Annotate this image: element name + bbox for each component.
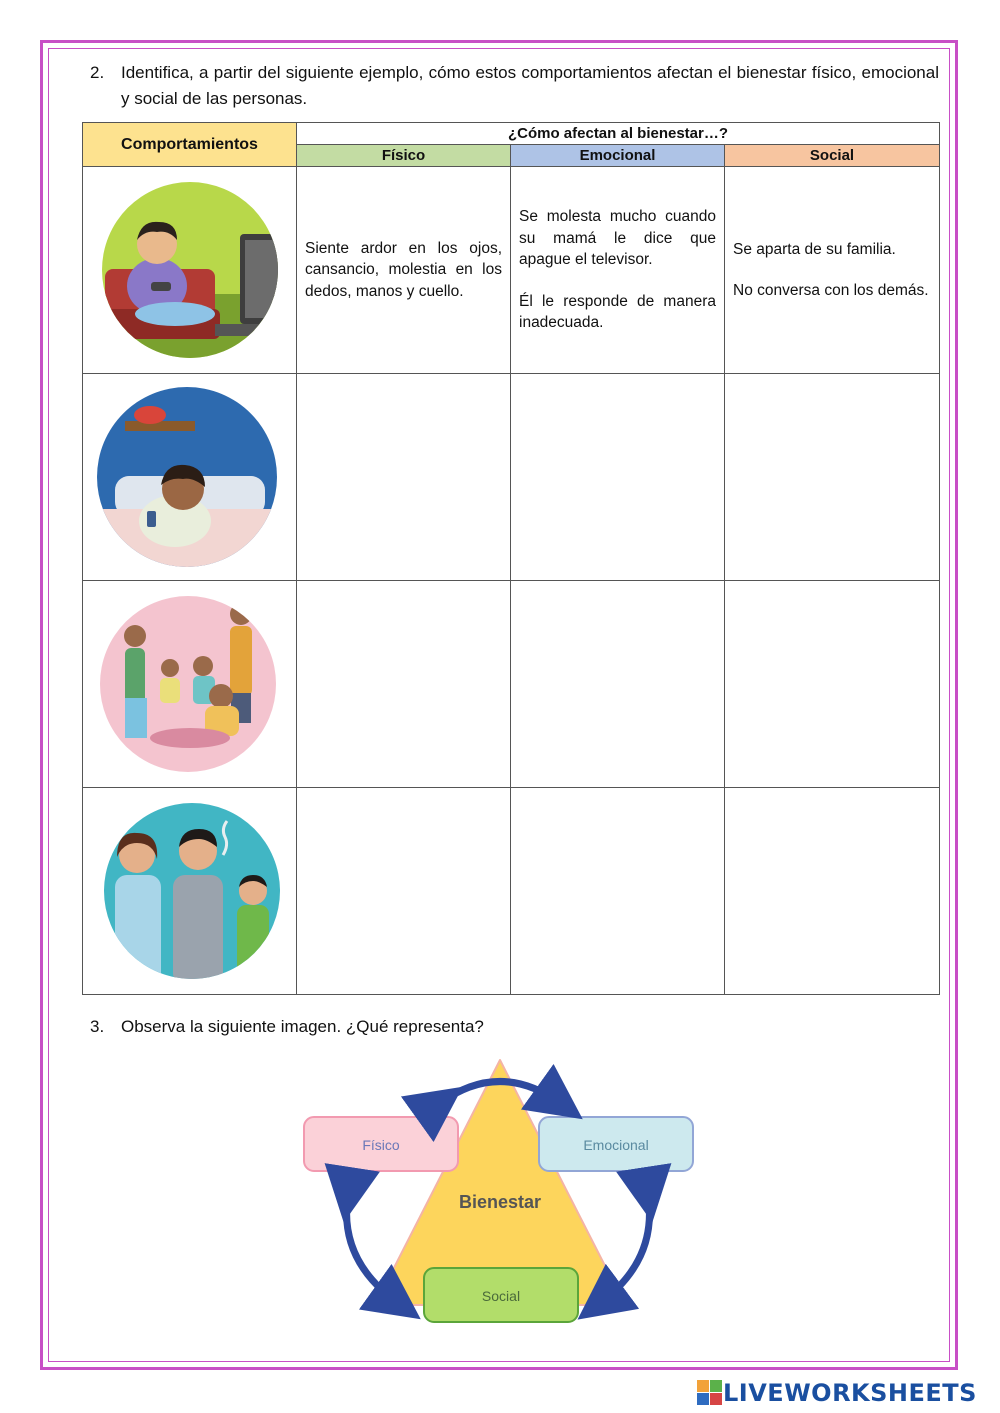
fisico-answer: Siente ardor en los ojos, cansancio, molestia en los dedos, manos y cuello.: [305, 239, 502, 300]
question-3: [90, 1014, 940, 1040]
emocional-cell[interactable]: [511, 581, 725, 788]
question-text: Identifica, a partir del siguiente ejemplo, cómo estos comportamientos afectan el bienestar físico, emocional y social de las personas.: [121, 63, 939, 108]
table-row: [83, 788, 940, 995]
social-cell[interactable]: [725, 788, 940, 995]
diagram-center-label: Bienestar: [458, 1192, 542, 1212]
social-cell[interactable]: [725, 581, 940, 788]
question-number: 3.: [90, 1017, 105, 1036]
fisico-cell[interactable]: [297, 788, 511, 995]
social-answer-2: No conversa con los demás.: [733, 282, 929, 299]
social-cell[interactable]: [725, 167, 940, 374]
emocional-answer-1: Se molesta mucho cuando su mamá le dice que apague el televisor.: [519, 208, 716, 269]
header-question: ¿Cómo afectan al bienestar…?: [297, 123, 940, 145]
emocional-cell[interactable]: [511, 167, 725, 374]
question-number: 2.: [90, 63, 105, 82]
emocional-cell[interactable]: [511, 374, 725, 581]
table-row: [83, 374, 940, 581]
liveworksheets-brand: LIVEWORKSHEETS: [723, 1379, 977, 1407]
social-answer-1: Se aparta de su familia.: [733, 240, 896, 258]
wellbeing-diagram: [290, 1055, 710, 1335]
header-emocional: Emocional: [511, 145, 725, 167]
fisico-cell[interactable]: [297, 374, 511, 581]
behavior-image-cell: [83, 374, 297, 581]
fisico-cell[interactable]: [297, 167, 511, 374]
fisico-cell[interactable]: [297, 581, 511, 788]
question-2: [90, 60, 940, 114]
social-cell[interactable]: [725, 374, 940, 581]
emocional-answer-2: Él le responde de manera inadecuada.: [519, 292, 716, 332]
parents-smoking-child-coughing-illustration: [95, 795, 285, 987]
liveworksheets-logo-icon: [697, 1380, 723, 1406]
behavior-image-cell: [83, 788, 297, 995]
diagram-social-label: Social: [481, 1288, 521, 1304]
table-row: [83, 581, 940, 788]
question-text: Observa la siguiente imagen. ¿Qué representa?: [121, 1017, 484, 1036]
boy-playing-videogames-illustration: [95, 174, 285, 366]
girl-using-phone-in-bed-illustration: [95, 381, 285, 573]
behavior-image-cell: [83, 581, 297, 788]
header-behaviors: Comportamientos: [83, 123, 297, 167]
table-row: [83, 167, 940, 374]
behavior-image-cell: [83, 167, 297, 374]
header-fisico: Físico: [297, 145, 511, 167]
diagram-emocional-label: Emocional: [583, 1137, 649, 1153]
header-social: Social: [725, 145, 940, 167]
emocional-cell[interactable]: [511, 788, 725, 995]
family-on-phones-illustration: [95, 588, 285, 780]
diagram-fisico-label: Físico: [362, 1137, 400, 1153]
wellbeing-table: [82, 122, 940, 995]
liveworksheets-logo: [697, 1379, 977, 1407]
